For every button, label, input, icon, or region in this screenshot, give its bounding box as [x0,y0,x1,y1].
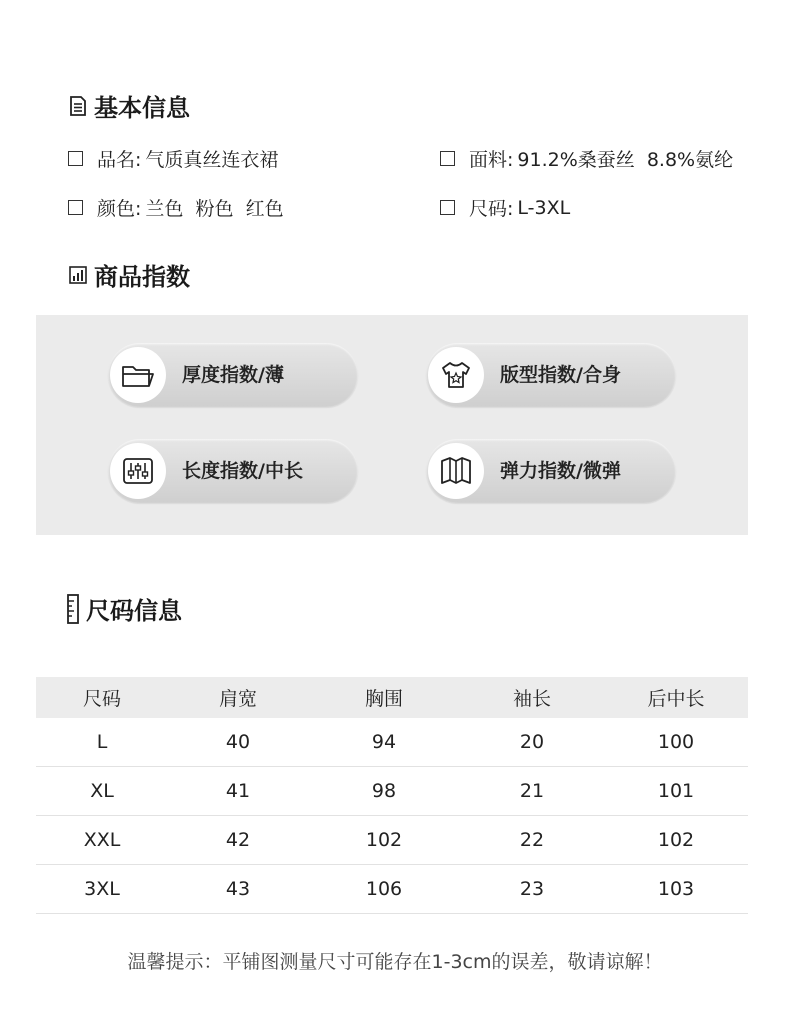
product-index-title: 商品指数 [94,263,190,291]
fabric-value: 91.2%桑蚕丝 8.8%氨纶 [517,149,734,171]
folder-icon [110,347,166,403]
basic-info-title: 基本信息 [94,94,190,122]
column-header: 胸围 [308,677,460,718]
tshirt-icon [428,347,484,403]
index-label: 弹力指数/微弹 [500,460,621,482]
color-label: 颜色: [97,198,142,220]
table-cell: 23 [460,865,604,914]
size-info-title: 尺码信息 [86,597,182,625]
table-cell: XXL [36,816,168,865]
table-cell: 3XL [36,865,168,914]
table-cell: 43 [168,865,308,914]
table-cell: 94 [308,718,460,767]
table-row [36,865,748,914]
checkbox-icon [68,200,83,215]
table-cell: 103 [604,865,748,914]
info-size-row [440,194,570,221]
info-fabric-row [440,145,733,172]
table-cell: 100 [604,718,748,767]
table-cell: 101 [604,767,748,816]
column-header: 尺码 [36,677,168,718]
measurement-tip: 温馨提示：平铺图测量尺寸可能存在1-3cm的误差，敬请谅解！ [127,951,663,973]
column-header: 后中长 [604,677,748,718]
checkbox-icon [68,151,83,166]
size-info-heading [66,591,182,626]
table-cell: 102 [308,816,460,865]
table-cell: 21 [460,767,604,816]
table-cell: 106 [308,865,460,914]
checkbox-icon [440,151,455,166]
info-name-row [68,145,278,172]
product-index-heading [68,257,190,292]
fabric-label: 面料: [469,149,514,171]
table-cell: L [36,718,168,767]
index-label: 版型指数/合身 [500,364,621,386]
column-header: 肩宽 [168,677,308,718]
folding-screen-icon [428,443,484,499]
column-header: 袖长 [460,677,604,718]
table-cell: 20 [460,718,604,767]
table-cell: 41 [168,767,308,816]
table-cell: 40 [168,718,308,767]
index-pill-fit [426,343,676,407]
bar-chart-icon [68,265,88,285]
index-pill-thickness [108,343,358,407]
table-cell: 102 [604,816,748,865]
table-cell: 22 [460,816,604,865]
table-cell: XL [36,767,168,816]
index-panel [36,315,748,535]
table-row [36,816,748,865]
size-table [36,677,748,914]
name-value: 气质真丝连衣裙 [145,149,279,171]
table-row [36,718,748,767]
basic-info-heading [68,88,190,123]
index-label: 厚度指数/薄 [182,364,284,386]
index-pill-length [108,439,358,503]
name-label: 品名: [97,149,142,171]
table-cell: 42 [168,816,308,865]
sliders-icon [110,443,166,499]
document-icon [68,95,88,117]
index-pill-elasticity [426,439,676,503]
size-table-header [36,677,748,718]
size-value: L-3XL [517,196,571,219]
table-row [36,767,748,816]
index-label: 长度指数/中长 [182,460,303,482]
checkbox-icon [440,200,455,215]
size-label: 尺码: [469,198,514,220]
color-value: 兰色 粉色 红色 [145,198,284,220]
info-color-row [68,194,284,221]
ruler-icon [66,593,80,625]
table-cell: 98 [308,767,460,816]
